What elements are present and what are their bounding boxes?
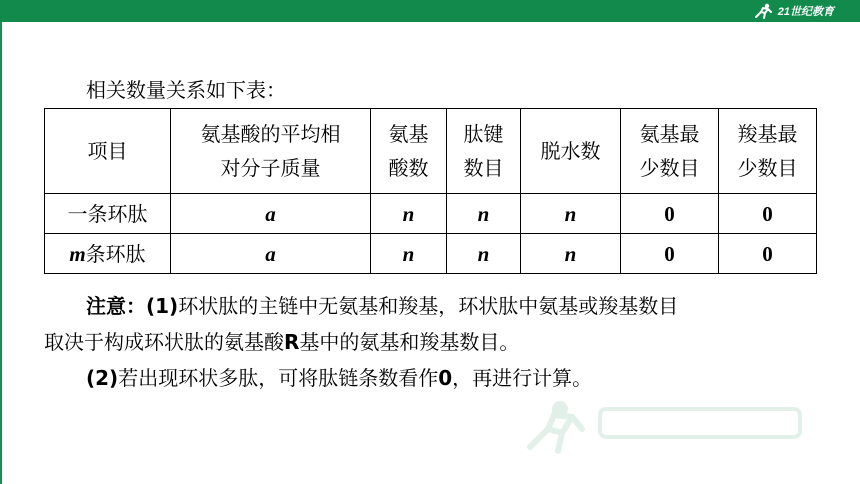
- header-cell: [719, 109, 817, 194]
- table-cell: [447, 194, 521, 234]
- table-cell: [371, 194, 447, 234]
- header-bar: [0, 0, 860, 22]
- header-line: 脱水数: [540, 139, 601, 163]
- header-cell: [171, 109, 371, 194]
- note-line-1: [44, 288, 834, 324]
- cell-value: n: [402, 241, 415, 266]
- row-label-prefix: m: [69, 241, 86, 266]
- cell-value: a: [265, 201, 276, 226]
- cell-value: 0: [664, 241, 675, 266]
- cell-value: a: [265, 241, 276, 266]
- row-label: [45, 234, 171, 274]
- table-header-row: [45, 109, 817, 194]
- note-text: 取决于构成环状肽的氨基酸: [44, 330, 284, 354]
- row-label: [45, 194, 171, 234]
- cell-value: 0: [762, 241, 773, 266]
- note-bold: R: [284, 330, 300, 354]
- table-row: [45, 194, 817, 234]
- relation-table: [44, 108, 817, 274]
- table-cell: [171, 194, 371, 234]
- table-cell: [521, 194, 621, 234]
- note-text: 若出现环状多肽，可将肽链条数看作: [118, 366, 439, 390]
- table-cell: [719, 234, 817, 274]
- note-bold: 0: [438, 366, 453, 390]
- header-cell: [521, 109, 621, 194]
- header-line: 项目: [87, 139, 128, 163]
- cell-value: 0: [664, 201, 675, 226]
- cell-value: n: [477, 241, 490, 266]
- table-cell: [371, 234, 447, 274]
- header-cell: [621, 109, 719, 194]
- intro-text: 相关数量关系如下表：: [86, 78, 286, 102]
- row-label-text: 条环肽: [85, 241, 146, 266]
- header-line: 数目: [463, 156, 504, 180]
- logo-text: 21世纪教育: [777, 6, 834, 18]
- header-cell: [45, 109, 171, 194]
- row-label-text: 一条环肽: [67, 201, 148, 226]
- table-cell: [171, 234, 371, 274]
- table-cell: [719, 194, 817, 234]
- header-line: 氨基最: [639, 122, 700, 146]
- note-text: 基中的氨基和羧基数目。: [299, 330, 520, 354]
- table-cell: [521, 234, 621, 274]
- logo: [752, 2, 834, 20]
- note-line-3: [44, 360, 834, 396]
- header-cell: [371, 109, 447, 194]
- runner-logo-icon: [752, 3, 774, 19]
- cell-value: n: [477, 201, 490, 226]
- left-border: [0, 22, 2, 484]
- note-line-2: [44, 324, 834, 360]
- header-line: 羧基最: [737, 122, 798, 146]
- note-text: 环状肽的主链中无氨基和羧基，环状肽中氨基或羧基数目: [178, 294, 679, 318]
- cell-value: 0: [762, 201, 773, 226]
- table-cell: [621, 194, 719, 234]
- table-cell: [621, 234, 719, 274]
- header-line: 对分子质量: [220, 156, 321, 180]
- table-row: [45, 234, 817, 274]
- header-line: 肽键: [463, 122, 504, 146]
- note-label: 注意：(1): [86, 294, 179, 318]
- header-line: 酸数: [388, 156, 429, 180]
- header-line: 氨基酸的平均相: [200, 122, 341, 146]
- header-line: 少数目: [639, 156, 700, 180]
- header-line: 氨基: [388, 122, 429, 146]
- cell-value: n: [564, 241, 577, 266]
- cell-value: n: [564, 201, 577, 226]
- note-label: (2): [86, 366, 119, 390]
- cell-value: n: [402, 201, 415, 226]
- note-block: [44, 288, 834, 396]
- table-cell: [447, 234, 521, 274]
- header-cell: [447, 109, 521, 194]
- note-text: ，再进行计算。: [452, 366, 593, 390]
- watermark-icon: [520, 395, 820, 455]
- header-line: 少数目: [737, 156, 798, 180]
